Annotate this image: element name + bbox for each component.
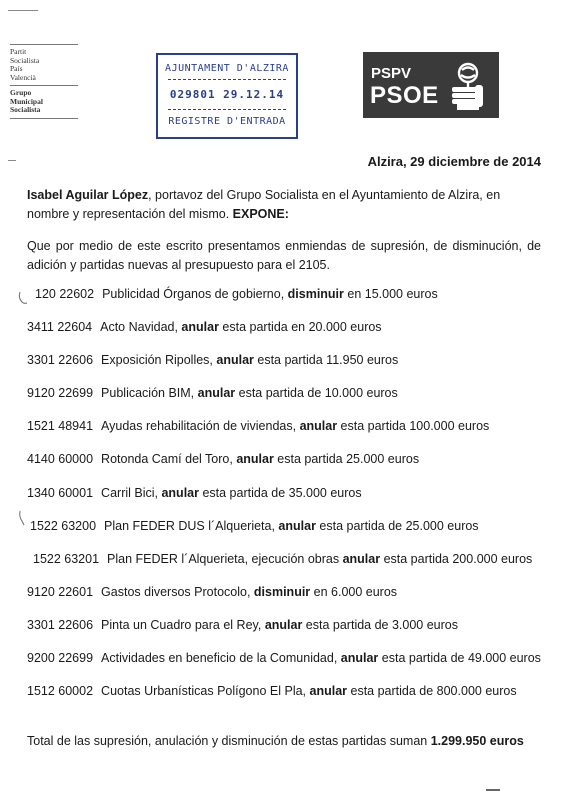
party-line: País bbox=[10, 64, 23, 73]
intro-text: , portavoz del Grupo Socialista en el Ayuntamiento de Alzira, en nombre y representación del mismo. bbox=[27, 188, 501, 221]
item-desc: Pinta un Cuadro para el Rey, bbox=[101, 617, 265, 632]
item-desc: Cuotas Urbanísticas Polígono El Pla, bbox=[101, 684, 310, 699]
body-paragraph: Que por medio de este escrito presentamos enmiendas de supresión, de disminución, de adición y partidas nuevas al presupuesto para el 2105. bbox=[27, 239, 541, 272]
list-item bbox=[27, 318, 547, 351]
item-code: 1340 60001 bbox=[27, 485, 94, 500]
item-desc: Publicación BIM, bbox=[101, 386, 198, 401]
item-tail: esta partida de 800.000 euros bbox=[347, 684, 517, 699]
item-action: disminuir bbox=[287, 287, 344, 301]
item-code: 3301 22606 bbox=[27, 353, 94, 368]
scratch-mark bbox=[8, 10, 38, 11]
item-tail: en 6.000 euros bbox=[310, 584, 398, 599]
author-name: Isabel Aguilar López bbox=[27, 188, 149, 202]
item-tail: esta partida de 25.000 euros bbox=[315, 518, 479, 533]
total-line bbox=[27, 734, 524, 748]
letterhead-rule bbox=[10, 85, 78, 86]
item-desc: Publicidad Órganos de gobierno, bbox=[102, 287, 288, 301]
item-code: 1521 48941 bbox=[27, 419, 94, 434]
item-action: anular bbox=[216, 353, 254, 368]
list-item bbox=[27, 351, 547, 384]
logo-text-pspv: PSPV bbox=[371, 65, 412, 82]
logo-text-psoe: PSOE bbox=[370, 82, 439, 109]
item-desc: Actividades en beneficio de la Comunidad, bbox=[101, 651, 341, 666]
item-action: anular bbox=[197, 386, 236, 401]
letterhead bbox=[10, 44, 78, 122]
list-item bbox=[27, 550, 547, 583]
item-tail: esta partida 200.000 euros bbox=[380, 551, 533, 566]
group-line: Socialista bbox=[10, 105, 41, 114]
item-action: anular bbox=[342, 551, 381, 566]
list-item bbox=[27, 450, 547, 483]
rose-fist-icon bbox=[445, 61, 491, 111]
item-code: 9120 22601 bbox=[27, 584, 94, 599]
list-item bbox=[27, 616, 547, 649]
expone-label: EXPONE: bbox=[232, 207, 289, 221]
item-desc: Ayudas rehabilitación de viviendas, bbox=[101, 419, 300, 434]
item-desc: Carril Bici, bbox=[101, 485, 162, 500]
registry-stamp bbox=[156, 53, 298, 139]
item-action: anular bbox=[299, 419, 338, 434]
party-logo bbox=[363, 52, 499, 118]
item-desc: Exposición Ripolles, bbox=[101, 353, 217, 368]
group-name bbox=[10, 89, 78, 115]
party-line: Partit bbox=[10, 47, 27, 56]
list-item bbox=[27, 384, 547, 417]
item-tail: en 15.000 euros bbox=[343, 287, 438, 301]
item-action: anular bbox=[181, 320, 219, 335]
list-item bbox=[27, 649, 547, 682]
item-code: 9120 22699 bbox=[27, 386, 94, 401]
letterhead-rule bbox=[10, 44, 78, 45]
item-code: 3301 22606 bbox=[27, 617, 94, 632]
document-date: Alzira, 29 diciembre de 2014 bbox=[367, 154, 541, 169]
intro-paragraph bbox=[27, 186, 541, 224]
party-line: Socialista bbox=[10, 55, 40, 65]
item-code: 120 22602 bbox=[35, 287, 95, 301]
item-desc: Plan FEDER l´Alquerieta, ejecución obras bbox=[107, 551, 343, 566]
list-item bbox=[27, 484, 547, 517]
item-tail: esta partida de 35.000 euros bbox=[198, 485, 362, 500]
item-tail: esta partida 100.000 euros bbox=[337, 419, 490, 434]
group-line: Municipal bbox=[10, 96, 43, 106]
list-item bbox=[27, 517, 547, 550]
item-action: anular bbox=[236, 452, 274, 467]
item-tail: esta partida de 49.000 euros bbox=[378, 651, 541, 666]
list-item bbox=[27, 682, 547, 715]
item-desc: Acto Navidad, bbox=[100, 320, 182, 335]
stamp-divider bbox=[168, 79, 286, 80]
item-tail: esta partida en 20.000 euros bbox=[218, 320, 382, 335]
stamp-title: AJUNTAMENT D'ALZIRA bbox=[165, 63, 289, 74]
bottom-mark bbox=[486, 789, 500, 791]
stamp-divider bbox=[168, 109, 286, 110]
stamp-footer: REGISTRE D'ENTRADA bbox=[168, 116, 286, 127]
item-action: anular bbox=[161, 485, 199, 500]
item-tail: esta partida de 10.000 euros bbox=[235, 386, 398, 401]
item-code: 1522 63201 bbox=[33, 551, 100, 566]
stamp-number-date: 029801 29.12.14 bbox=[169, 88, 285, 101]
item-desc: Rotonda Camí del Toro, bbox=[101, 452, 237, 467]
item-code: 1512 60002 bbox=[27, 684, 94, 699]
item-code: 4140 60000 bbox=[27, 452, 94, 467]
item-desc: Gastos diversos Protocolo, bbox=[101, 584, 254, 599]
list-item bbox=[27, 583, 547, 616]
letterhead-rule bbox=[10, 118, 78, 119]
item-code: 9200 22699 bbox=[27, 651, 94, 666]
item-action: anular bbox=[264, 617, 303, 632]
item-tail: esta partida 25.000 euros bbox=[273, 452, 420, 467]
party-name bbox=[10, 48, 78, 82]
item-tail: esta partida de 3.000 euros bbox=[302, 617, 458, 632]
total-amount: 1.299.950 euros bbox=[430, 734, 524, 748]
item-desc: Plan FEDER DUS l´Alquerieta, bbox=[104, 518, 279, 533]
list-item bbox=[27, 417, 547, 450]
amendments-list bbox=[27, 285, 547, 715]
item-action: anular bbox=[278, 518, 316, 533]
item-action: anular bbox=[309, 684, 348, 699]
party-line: Valencià bbox=[10, 72, 36, 82]
item-action: disminuir bbox=[253, 584, 311, 599]
item-action: anular bbox=[340, 651, 379, 666]
group-line: Grupo bbox=[10, 88, 32, 97]
list-item bbox=[27, 285, 547, 318]
total-text: Total de las supresión, anulación y disminución de estas partidas suman bbox=[27, 734, 431, 748]
item-code: 1522 63200 bbox=[30, 518, 97, 533]
item-tail: esta partida 11.950 euros bbox=[253, 353, 399, 368]
margin-mark bbox=[8, 160, 16, 161]
item-code: 3411 22604 bbox=[27, 320, 93, 335]
